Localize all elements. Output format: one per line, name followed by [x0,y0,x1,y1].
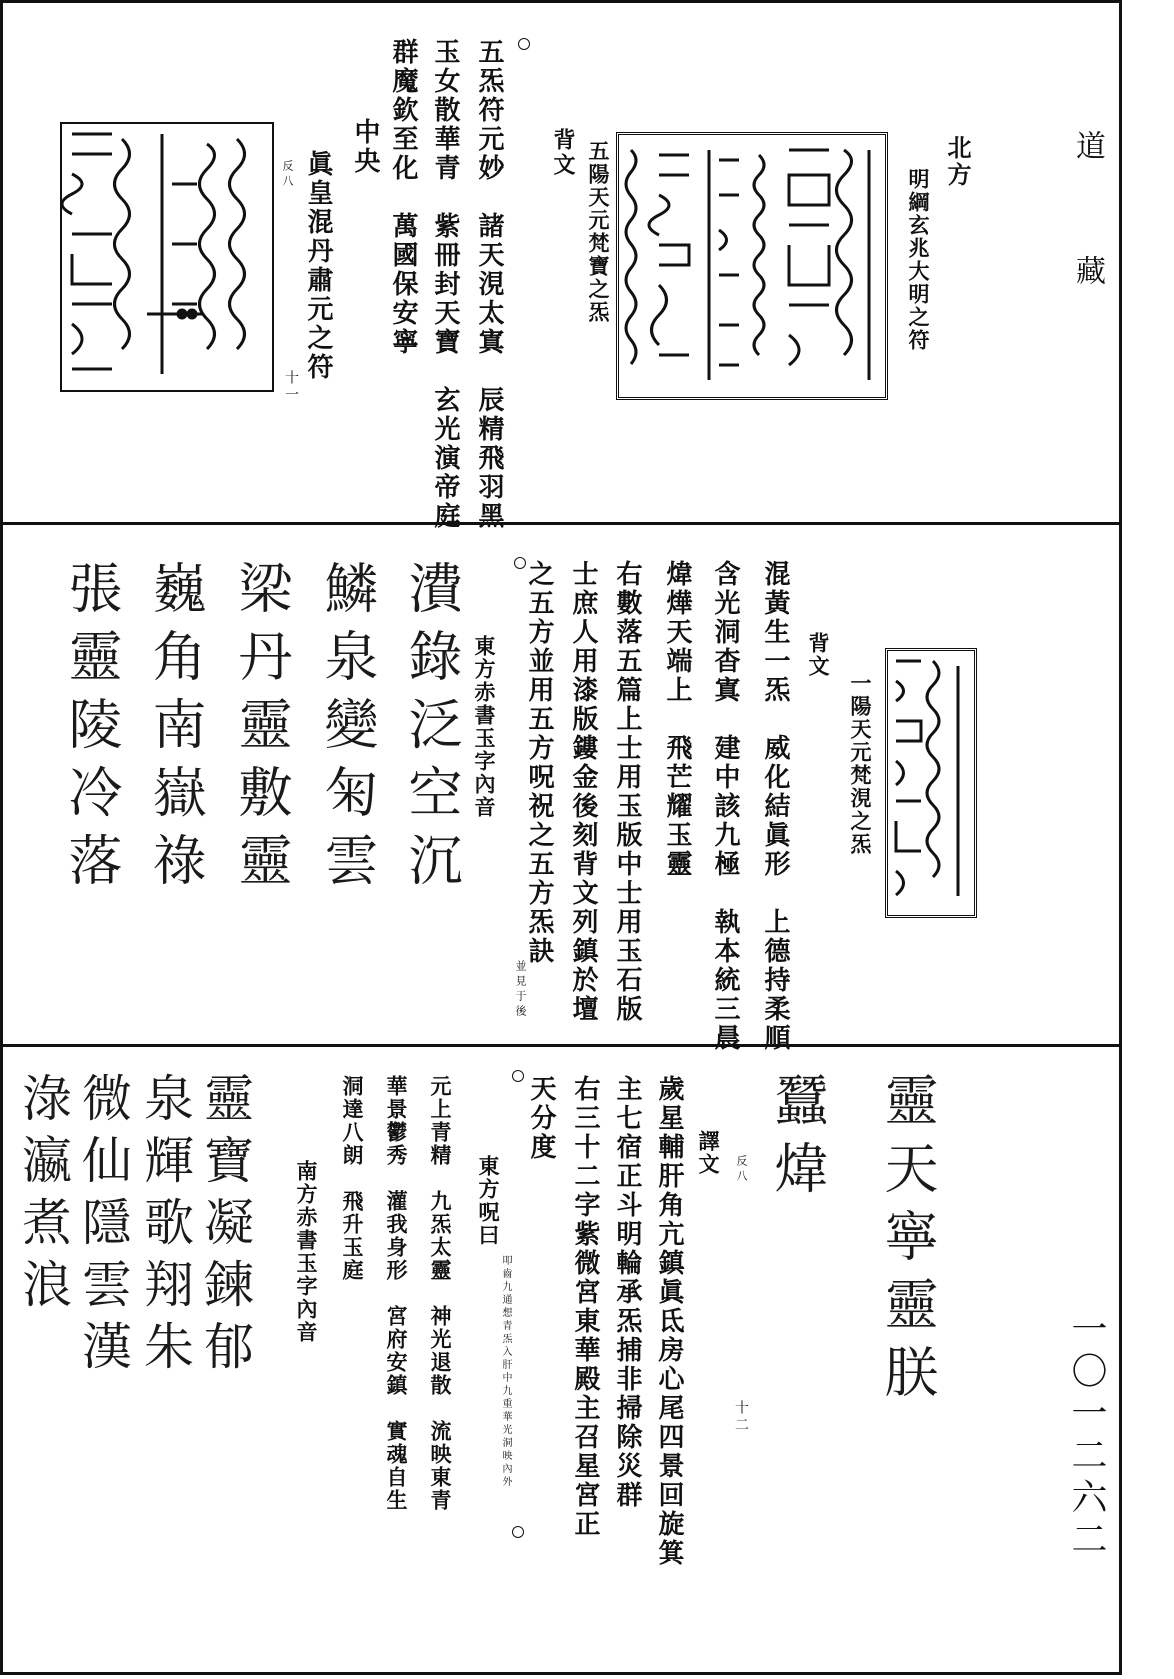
seal-column-4: 巍角南嶽祿 [144,560,207,900]
verse-column-3: 群魔欽至化 萬國保安寧 [388,38,418,357]
seal-column-3: 梁丹靈敷靈 [230,560,293,900]
panel2-text-column-1: 混黃生一炁 威化結眞形 上德持柔順 [760,560,790,1053]
margin-page-number: 一〇一二六二 [1066,1310,1107,1562]
center-heading: 中央 [350,118,380,176]
incantation-column-3: 洞達八朗 飛升玉庭 [340,1075,365,1282]
panel3-seal-column-1: 靈天寧靈朕 [876,1072,939,1412]
panel3-seal-left-2: 泉輝歌翔朱 [136,1072,194,1382]
yiwen-label: 譯文 [696,1130,721,1176]
panel3-text-column-1: 歲星輔肝角亢鎮眞氐房心尾四景回旋箕 [654,1075,684,1568]
panel2-text-column-3: 煒燁天端上 飛芒耀玉靈 [662,560,692,879]
north-beiwen-text: 五陽天元梵寶之炁 [586,140,611,324]
center-talisman-name: 眞皇混丹肅元之符 [303,150,333,382]
panel3-folio: 十二 [733,1400,749,1434]
north-direction: 北方 [943,135,972,189]
seal-column-2: 鱗泉變匊雲 [316,560,379,900]
east-heading: 東方赤書玉字內音 [472,635,497,819]
panel1-small-note: 反八 [281,160,294,190]
incantation-column-1: 元上青精 九炁太靈 神光退散 流映東青 [428,1075,453,1512]
panel3-text-column-4: 天分度 [526,1075,556,1162]
verse-column-2: 玉女散華青 紫冊封天寶 玄光演帝庭 [430,38,460,531]
panel2-text-column-5: 士庶人用漆版鏤金後刻背文列鎮於壇 [568,560,598,1024]
panel3-seal-left-3: 微仙隱雲漢 [74,1072,132,1382]
verse-column-1: 五炁符元妙 諸天涀太寘 辰精飛羽黑 [474,38,504,531]
seal-column-1: 㵒錄泛空沉 [400,560,463,900]
north-talisman-glyph [619,135,885,397]
panel2-text-column-4: 右數落五篇上士用玉版中士用玉石版 [612,560,642,1024]
panel2-text-column-6: 之五方並用五方呪祝之五方炁訣 [524,560,554,966]
east-incantation-heading: 東方呪曰 [476,1155,501,1247]
panel-divider-1 [0,522,1122,525]
north-beiwen-label: 背文 [550,128,576,178]
seal-column-5: 張靈陵冷落 [60,560,123,900]
section-marker-circle-2 [514,557,526,569]
panel3-text-column-2: 主七宿正斗明輪承炁捕非掃除災群 [612,1075,642,1510]
center-talisman-glyph [62,124,272,390]
panel3-small-note: 反八 [735,1155,748,1185]
section-marker-circle-4 [512,1526,524,1538]
panel2-beiwen-label: 背文 [806,632,831,678]
beiwen-talisman-glyph [888,651,974,915]
east-incantation-note: 叩齒九通想青炁入肝中九重華光洞映內外 [500,1255,511,1489]
panel3-seal-left-1: 靈寶凝鍊郁 [196,1072,254,1382]
panel3-seal-left-4: 淥瀛煮浪 [14,1072,72,1320]
panel3-seal-column-2: 蠶煒 [766,1072,829,1208]
center-talisman-image [60,122,274,392]
panel2-text-column-2: 含光洞杳寘 建中該九極 執本統三晨 [710,560,740,1053]
beiwen-title: 一陽天元梵涀之炁 [848,672,873,856]
panel2-note: 並見于後 [514,960,527,1020]
incantation-column-2: 華景鬱秀 灌我身形 宮府安鎮 實魂自生 [384,1075,409,1512]
section-marker-circle [518,38,530,50]
panel-divider-2 [0,1044,1122,1047]
beiwen-talisman-image [885,648,977,918]
north-talisman-image [616,132,888,400]
panel1-folio: 十一 [283,370,299,404]
margin-collection-label: 藏 [1070,255,1105,285]
panel3-text-column-3: 右三十二字紫微宮東華殿主召星宮正 [570,1075,600,1539]
section-marker-circle-3 [512,1070,524,1082]
margin-book-label: 道 [1070,130,1105,160]
north-talisman-name: 明綱玄兆大明之符 [906,168,931,352]
south-heading: 南方赤書玉字內音 [294,1160,319,1344]
